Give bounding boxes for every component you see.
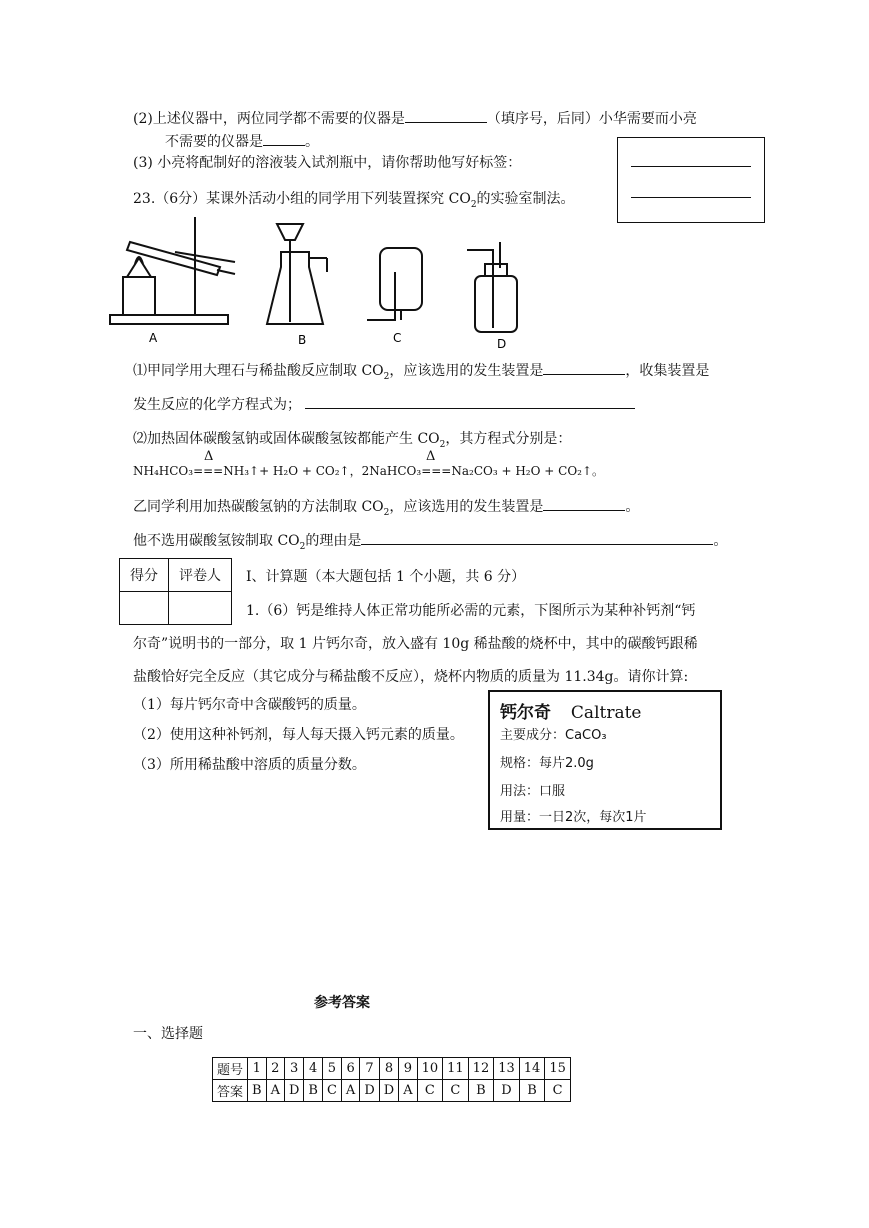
delta-symbol-2: Δ [426, 449, 436, 464]
answer-number: 11 [443, 1058, 469, 1080]
answer-number: 9 [399, 1058, 417, 1080]
answer-number: 3 [284, 1058, 303, 1080]
answer-choice: D [360, 1080, 379, 1102]
answer-choice: C [322, 1080, 341, 1102]
answer-number: 2 [266, 1058, 284, 1080]
answer-blank[interactable] [543, 496, 625, 511]
apparatus-label-b: B [298, 333, 307, 347]
answer-choice: B [468, 1080, 494, 1102]
answer-blank[interactable] [305, 394, 635, 409]
answer-choice: A [399, 1080, 417, 1102]
answer-choice: A [266, 1080, 284, 1102]
apparatus-label-a: A [149, 331, 158, 345]
answer-choice: C [417, 1080, 443, 1102]
answer-choice: B [248, 1080, 267, 1102]
answer-choice: C [545, 1080, 571, 1102]
score-table [119, 558, 232, 625]
answer-row-choices [213, 1080, 571, 1102]
apparatus-figure [105, 212, 535, 350]
caltrate-dosage: 用量：一日2次，每次1片 [500, 810, 647, 825]
q22-part3: (3) 小亮将配制好的溶液装入试剂瓶中，请你帮助他写好标签： [133, 155, 522, 171]
answer-blank[interactable] [543, 360, 625, 375]
q24-line1: 1.（6）钙是维持人体正常功能所必需的元素，下图所示为某种补钙剂“钙 [246, 603, 696, 619]
answer-number: 1 [248, 1058, 267, 1080]
answer-choice: D [494, 1080, 520, 1102]
q24-sub3: （3）所用稀盐酸中溶质的质量分数。 [133, 757, 366, 773]
answer-blank[interactable] [405, 108, 487, 123]
q23-equations: NH₄HCO₃===NH₃↑+ H₂O + CO₂↑，2NaHCO₃===Na₂CO₃ + H₂O + CO₂↑。 [133, 464, 605, 478]
answer-number: 6 [341, 1058, 359, 1080]
q23-title: 23.（6分）某课外活动小组的同学用下列装置探究 $CO_2$的实验室制法。 [133, 191, 575, 210]
caltrate-ingredient: 主要成分：CaCO₃ [500, 728, 607, 743]
answer-choice: A [341, 1080, 359, 1102]
answer-number: 15 [545, 1058, 571, 1080]
q23-part3: 乙同学利用加热碳酸氢钠的方法制取 $CO_2$，应该选用的发生装置是 。 [133, 496, 639, 518]
answer-number: 7 [360, 1058, 379, 1080]
q24-sub2: （2）使用这种补钙剂，每人每天摄入钙元素的质量。 [133, 727, 464, 743]
row-label-a: 答案 [213, 1080, 248, 1102]
score-header: 得分 [120, 559, 169, 592]
grader-cell[interactable] [169, 592, 232, 625]
caltrate-spec: 规格：每片2.0g [500, 756, 594, 771]
answer-number: 12 [468, 1058, 494, 1080]
label-line[interactable] [631, 197, 751, 198]
answer-number: 5 [322, 1058, 341, 1080]
q24-line2: 尔奇”说明书的一部分，取 1 片钙尔奇，放入盛有 10g 稀盐酸的烧杯中，其中的碳酸钙跟稀 [133, 636, 698, 652]
answer-choice: B [519, 1080, 545, 1102]
apparatus-label-c: C [393, 331, 402, 345]
delta-symbol-1: Δ [204, 449, 214, 464]
apparatus-label-d: D [497, 337, 507, 350]
answer-number: 8 [379, 1058, 398, 1080]
q23-part2: ⑵加热固体碳酸氢钠或固体碳酸氢铵都能产生 $CO_2$，其方程式分别是： [133, 431, 572, 450]
q24-sub1: （1）每片钙尔奇中含碳酸钙的质量。 [133, 697, 366, 713]
reagent-label-box [617, 137, 765, 223]
answer-blank[interactable] [263, 131, 305, 146]
answer-row-numbers [213, 1058, 571, 1080]
q23-part1-line1: ⑴甲同学用大理石与稀盐酸反应制取 $CO_2$，应该选用的发生装置是 ，收集装置是 [133, 360, 709, 382]
answer-blank[interactable] [361, 530, 713, 545]
answer-number: 13 [494, 1058, 520, 1080]
grader-header: 评卷人 [169, 559, 232, 592]
answer-number: 4 [304, 1058, 323, 1080]
q23-part1-line2: 发生反应的化学方程式为； [133, 394, 635, 414]
section4-heading: I、计算题（本大题包括 1 个小题，共 6 分） [246, 569, 526, 585]
answer-choice: C [443, 1080, 469, 1102]
q22-part2-line1: (2)上述仪器中，两位同学都不需要的仪器是 （填序号，后同）小华需要而小亮 [133, 108, 697, 128]
answer-choice: D [284, 1080, 303, 1102]
answer-number: 10 [417, 1058, 443, 1080]
caltrate-label [488, 690, 722, 830]
answer-choice: D [379, 1080, 398, 1102]
score-cell[interactable] [120, 592, 169, 625]
q23-part4: 他不选用碳酸氢铵制取 $CO_2$的理由是 。 [133, 530, 727, 552]
caltrate-title: 钙尔奇 Caltrate [500, 703, 642, 723]
q22-part2-line2: 不需要的仪器是 。 [165, 131, 319, 151]
answer-choice: B [304, 1080, 323, 1102]
label-line[interactable] [631, 166, 751, 167]
answer-table [212, 1057, 571, 1102]
row-label-q: 题号 [213, 1058, 248, 1080]
answers-section: 一、选择题 [133, 1026, 203, 1042]
caltrate-usage: 用法：口服 [500, 784, 566, 799]
answer-number: 14 [519, 1058, 545, 1080]
answers-title: 参考答案 [314, 995, 370, 1011]
q24-line3: 盐酸恰好完全反应（其它成分与稀盐酸不反应），烧杯内物质的质量为 11.34g。请你计算: [133, 669, 689, 685]
